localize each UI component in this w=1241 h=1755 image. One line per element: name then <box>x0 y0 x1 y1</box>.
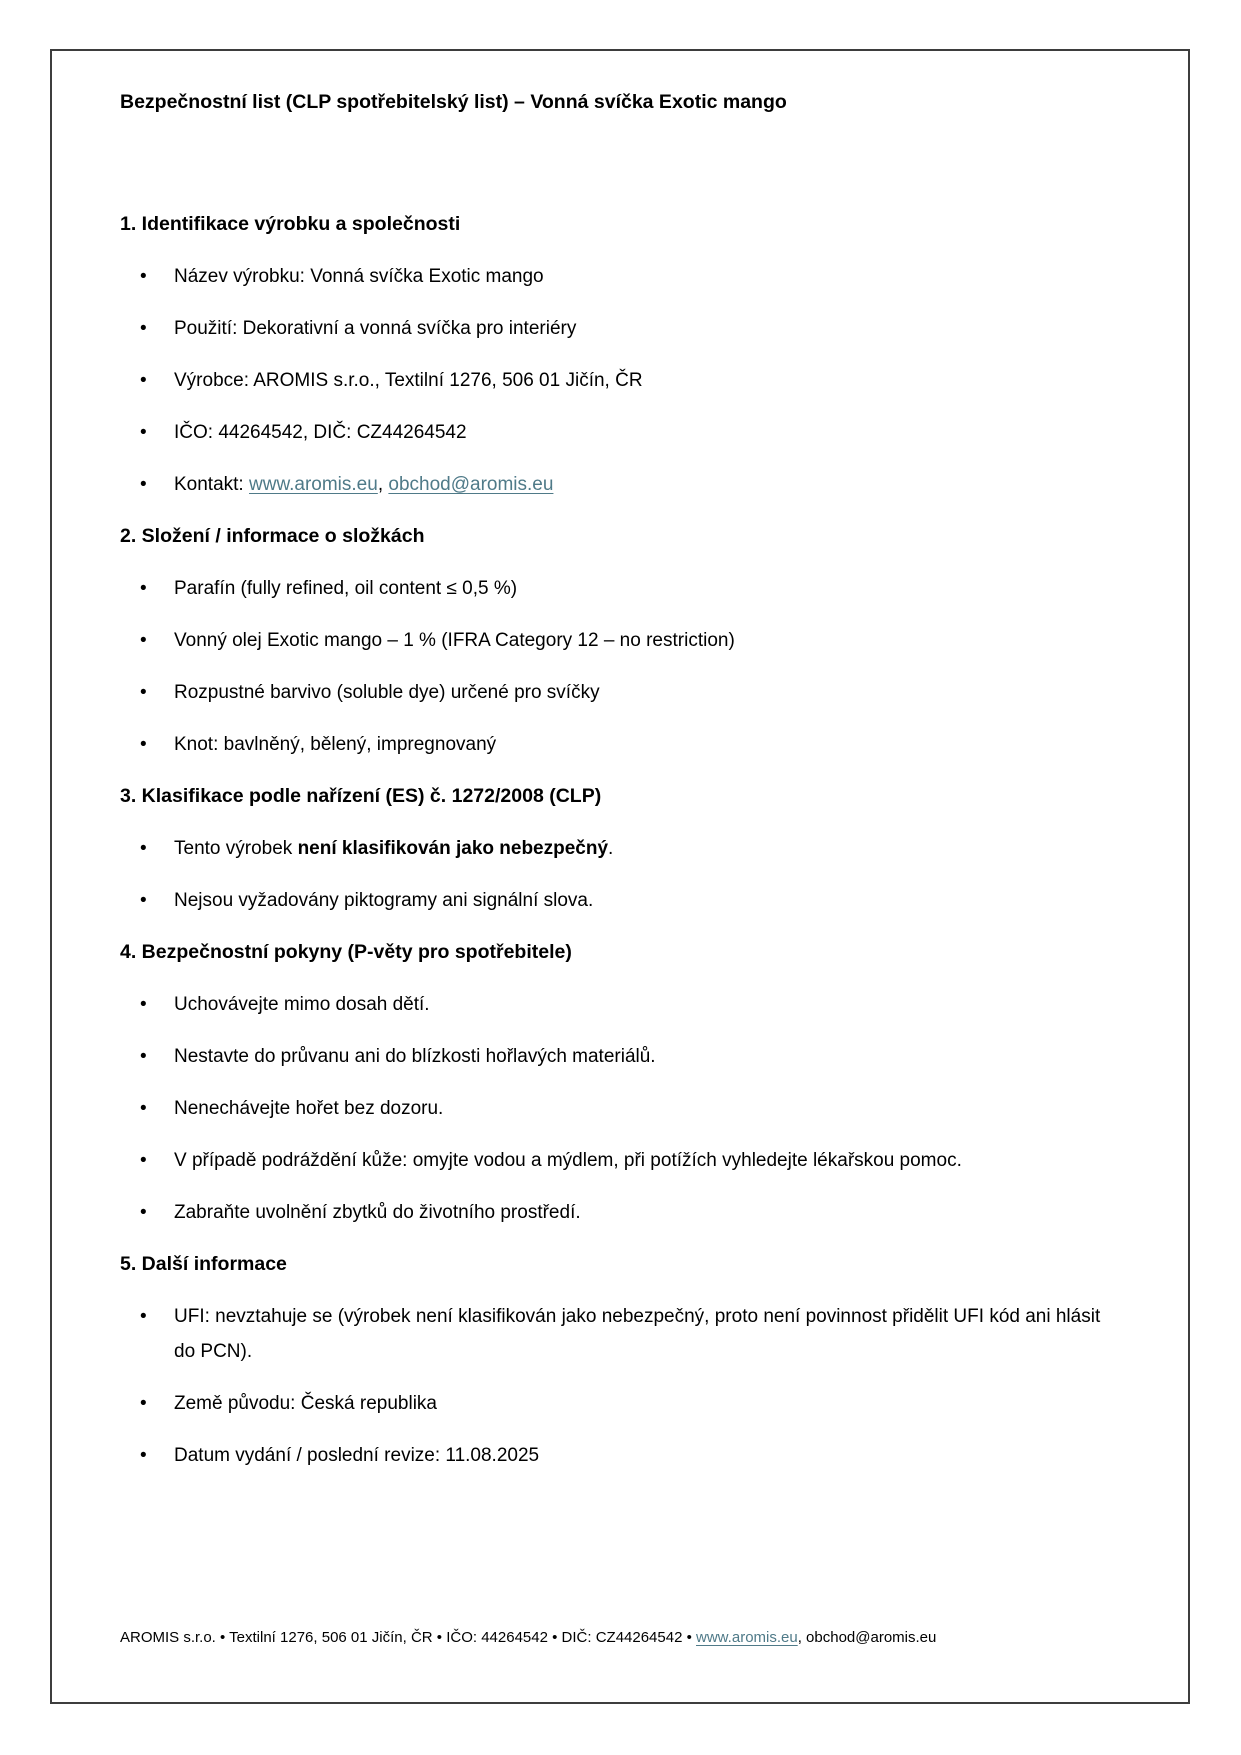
bullet-keep-from-children: • Uchovávejte mimo dosah dětí. <box>174 987 1104 1022</box>
bullet-paraffin: • Parafín (fully refined, oil content ≤ 0,5 %) <box>174 571 1104 606</box>
section-3-list <box>120 831 1118 918</box>
bullet-dye: • Rozpustné barvivo (soluble dye) určené pro svíčky <box>174 675 1104 710</box>
bullet-company-ids: • IČO: 44264542, DIČ: CZ44264542 <box>174 415 1104 450</box>
bullet-manufacturer: • Výrobce: AROMIS s.r.o., Textilní 1276, 506 01 Jičín, ČR <box>174 363 1104 398</box>
section-safety-instructions <box>120 935 1118 1230</box>
section-composition <box>120 519 1118 762</box>
bullet-skin-irritation: • V případě podráždění kůže: omyjte vodou a mýdlem, při potížích vyhledejte lékařskou pomoc. <box>174 1143 1104 1178</box>
section-1-heading: 1. Identifikace výrobku a společnosti <box>120 213 461 235</box>
document-title: Bezpečnostní list (CLP spotřebitelský list) – Vonná svíčka Exotic mango <box>120 91 787 113</box>
bullet-no-pictograms: • Nejsou vyžadovány piktogramy ani signální slova. <box>174 883 1104 918</box>
not-classified-bold: není klasifikován jako nebezpečný <box>297 838 609 859</box>
bullet-not-classified <box>174 831 1104 866</box>
section-2-heading: 2. Složení / informace o složkách <box>120 525 425 547</box>
bullet-fragrance-oil: • Vonný olej Exotic mango – 1 % (IFRA Category 12 – no restriction) <box>174 623 1104 658</box>
section-identification <box>120 207 1118 502</box>
page-border-frame <box>50 49 1190 1704</box>
section-5-heading: 5. Další informace <box>120 1253 287 1275</box>
bullet-usage: • Použití: Dekorativní a vonná svíčka pro interiéry <box>174 311 1104 346</box>
bullet-never-unattended: • Nenechávejte hořet bez dozoru. <box>174 1091 1104 1126</box>
section-other-info <box>120 1247 1118 1473</box>
section-3-heading: 3. Klasifikace podle nařízení (ES) č. 1272/2008 (CLP) <box>120 785 602 807</box>
contact-separator: , <box>377 474 389 495</box>
contact-website-link[interactable]: www.aromis.eu <box>249 474 378 495</box>
footer-website-link[interactable]: www.aromis.eu <box>696 1629 798 1646</box>
footer-email-text: , obchod@aromis.eu <box>797 1629 937 1646</box>
bullet-ufi: • UFI: nevztahuje se (výrobek není klasifikován jako nebezpečný, proto není povinnost přidělit UFI kód ani hlásit do PCN). <box>174 1299 1104 1369</box>
footer-company-info: AROMIS s.r.o. • Textilní 1276, 506 01 Jičín, ČR • IČO: 44264542 • DIČ: CZ44264542 • <box>120 1629 697 1646</box>
page-footer <box>120 1628 936 1648</box>
not-classified-suffix: . <box>608 838 614 859</box>
bullet-avoid-draft: • Nestavte do průvanu ani do blízkosti hořlavých materiálů. <box>174 1039 1104 1074</box>
section-1-list <box>120 259 1118 502</box>
bullet-product-name: • Název výrobku: Vonná svíčka Exotic mango <box>174 259 1104 294</box>
bullet-country-of-origin: • Země původu: Česká republika <box>174 1386 1104 1421</box>
bullet-wick: • Knot: bavlněný, bělený, impregnovaný <box>174 727 1104 762</box>
section-5-list <box>120 1299 1118 1473</box>
section-classification <box>120 779 1118 918</box>
bullet-contact <box>174 467 1104 502</box>
contact-email-link[interactable]: obchod@aromis.eu <box>388 474 554 495</box>
section-4-heading: 4. Bezpečnostní pokyny (P-věty pro spotřebitele) <box>120 941 572 963</box>
bullet-revision-date: • Datum vydání / poslední revize: 11.08.2025 <box>174 1438 1104 1473</box>
not-classified-prefix: Tento výrobek <box>174 838 298 859</box>
contact-label: Kontakt: <box>174 474 249 495</box>
section-4-list <box>120 987 1118 1230</box>
section-2-list <box>120 571 1118 762</box>
bullet-environment: • Zabraňte uvolnění zbytků do životního prostředí. <box>174 1195 1104 1230</box>
